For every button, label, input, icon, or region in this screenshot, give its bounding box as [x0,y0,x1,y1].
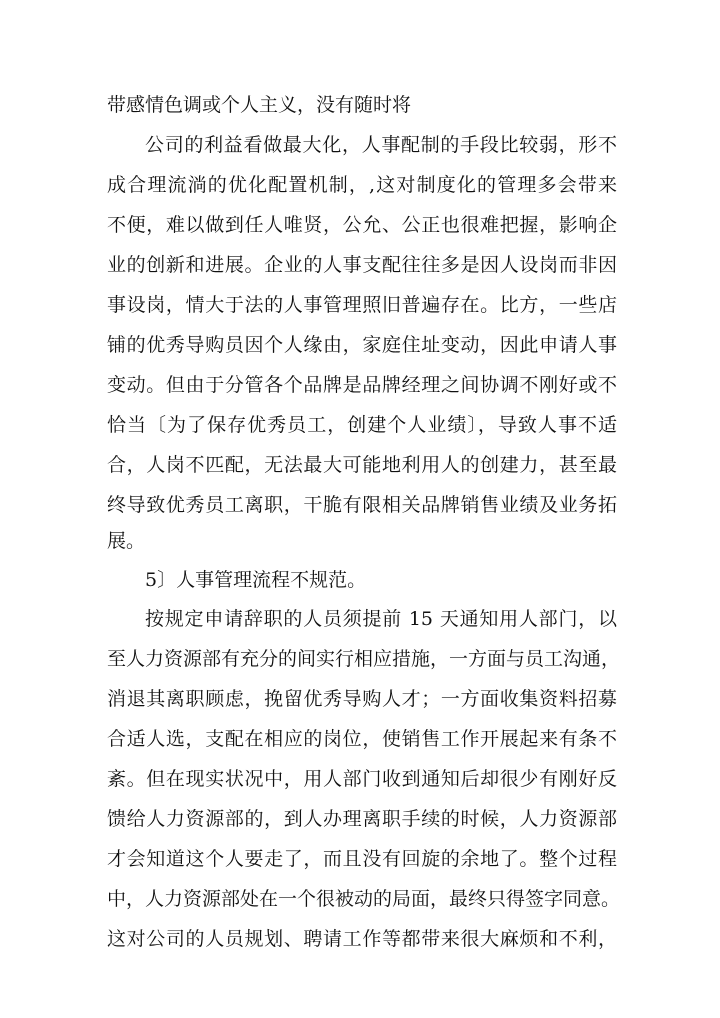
text-line: 紊。但在现实状况中，用人部门收到通知后却很少有刚好反 [107,768,617,790]
text-line: 变动。但由于分管各个品牌是品牌经理之间协调不刚好或不 [107,374,617,396]
text-line: 成合理流淌的优化配置机制，,这对制度化的管理多会带来 [107,174,617,196]
paragraph-first-line: 公司的利益看做最大化，人事配制的手段比较弱，形不 [145,134,617,156]
text-line: 铺的优秀导购员因个人缘由，家庭住址变动，因此申请人事 [107,334,617,356]
text-line: 中，人力资源部处在一个很被动的局面，最终只得签字同意。 [107,888,621,910]
text-line: 业的创新和进展。企业的人事支配往往多是因人设岗而非因 [107,254,617,276]
text-line: 合适人选，支配在相应的岗位，使销售工作开展起来有条不 [107,728,617,750]
text-line: 消退其离职顾虑，挽留优秀导购人才；一方面收集资料招募 [107,688,617,710]
paragraph-first-line: 按规定申请辞职的人员须提前 15 天通知用人部门，以 [145,608,617,630]
text-line: 事设岗，情大于法的人事管理照旧普遍存在。比方，一些店 [107,294,617,316]
text-line: 馈给人力资源部的，到人办理离职手续的时候，人力资源部 [107,808,617,830]
paragraph-last-line: 展。 [107,530,146,552]
text-line: 合，人岗不匹配，无法最大可能地利用人的创建力，甚至最 [107,454,617,476]
text-line: 至人力资源部有充分的间实行相应措施，一方面与员工沟通， [107,648,621,670]
text-line: 终导致优秀员工离职，干脆有限相关品牌销售业绩及业务拓 [107,494,617,516]
text-line: 不便，难以做到任人唯贤，公允、公正也很难把握，影响企 [107,214,617,236]
text-line: 恰当〔为了保存优秀员工，创建个人业绩〕，导致人事不适 [107,414,617,436]
text-line: 带感情色调或个人主义，没有随时将 [107,94,412,116]
text-line: 这对公司的人员规划、聘请工作等都带来很大麻烦和不利， [107,928,617,950]
text-line: 才会知道这个人要走了，而且没有回旋的余地了。整个过程 [107,848,617,870]
section-heading: 5〕人事管理流程不规范。 [145,569,367,591]
